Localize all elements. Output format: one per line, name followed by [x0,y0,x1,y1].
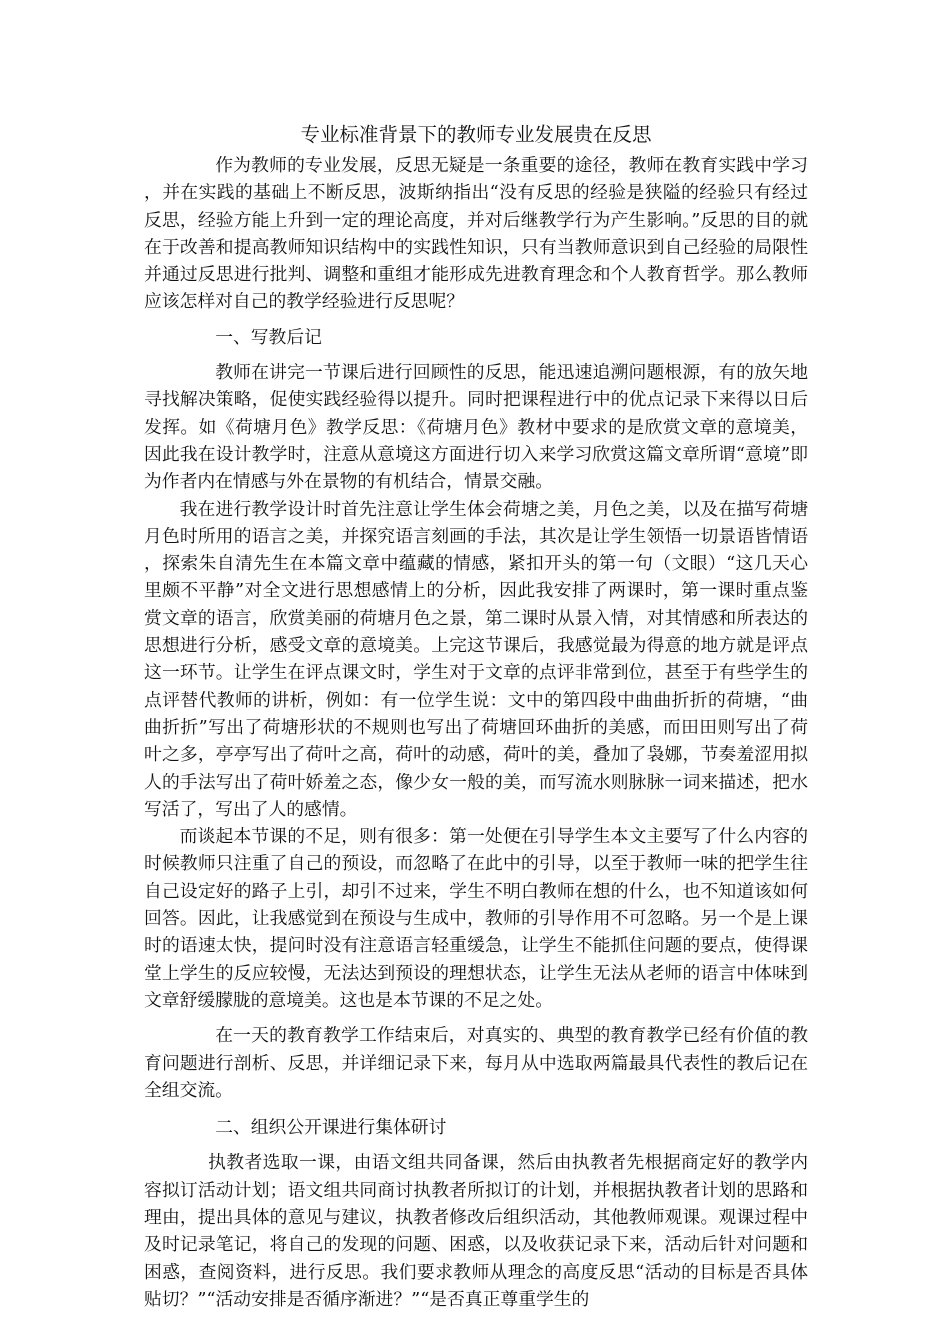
section2-paragraph-1: 执教者选取一课，由语文组共同备课，然后由执教者先根据商定好的教学内容拟订活动计划；语文组共同商讨执教者所拟订的计划，并根据执教者计划的思路和理由，提出具体的意见与建议，执教者修改后组织活动，其他教师观课。观课过程中及时记录笔记，将自己的发现的问题、困惑，以及收获记录下来，活动后针对问题和困惑，查阅资料，进行反思。我们要求教师从理念的高度反思“活动的目标是否具体贴切？”“活动安排是否循序渐进？”“是否真正尊重学生的 [144,1152,808,1310]
section1-paragraph-4: 在一天的教育教学工作结束后，对真实的、典型的教育教学已经有价值的教育问题进行剖析、反思，并详细记录下来，每月从中选取两篇最具代表性的教后记在全组交流。 [144,1025,808,1101]
document-title: 专业标准背景下的教师专业发展贵在反思 [300,123,652,146]
intro-paragraph: 作为教师的专业发展，反思无疑是一条重要的途径，教师在教育实践中学习，并在实践的基础上不断反思，波斯纳指出“没有反思的经验是狭隘的经验只有经过反思，经验方能上升到一定的理论高度，并对后继教学行为产生影响。”反思的目的就在于改善和提高教师知识结构中的实践性知识，只有当教师意识到自己经验的局限性并通过反思进行批判、调整和重组才能形成先进教育理念和个人教育哲学。那么教师应该怎样对自己的教学经验进行反思呢？ [144,155,808,313]
section1-paragraph-2: 我在进行教学设计时首先注意让学生体会荷塘之美，月色之美，以及在描写荷塘月色时所用的语言之美，并探究语言刻画的手法，其次是让学生领悟一切景语皆情语，探索朱自清先生在本篇文章中蕴藏的情感，紧扣开头的第一句（文眼）“这几天心里颇不平静”对全文进行思想感情上的分析，因此我安排了两课时，第一课时重点鉴赏文章的语言，欣赏美丽的荷塘月色之景，第二课时从景入情，对其情感和所表达的思想进行分析，感受文章的意境美。上完这节课后，我感觉最为得意的地方就是评点这一环节。让学生在评点课文时，学生对于文章的点评非常到位，甚至于有些学生的点评替代教师的讲析，例如：有一位学生说：文中的第四段中曲曲折折的荷塘，“曲曲折折”写出了荷塘形状的不规则也写出了荷塘回环曲折的美感，而田田则写出了荷叶之多，亭亭写出了荷叶之高，荷叶的动感，荷叶的美，叠加了袅娜，节奏羞涩用拟人的手法写出了荷叶娇羞之态，像少女一般的美，而写流水则脉脉一词来描述，把水写活了，写出了人的感情。 [144,498,808,820]
document-body [144,120,808,1313]
section-heading-2: 二、组织公开课进行集体研讨 [215,1117,447,1139]
section1-paragraph-1: 教师在讲完一节课后进行回顾性的反思，能迅速追溯问题根源，有的放矢地寻找解决策略，促使实践经验得以提升。同时把课程进行中的优点记录下来得以日后发挥。如《荷塘月色》教学反思：《荷塘月色》教材中要求的是欣赏文章的意境美，因此我在设计教学时，注意从意境这方面进行切入来学习欣赏这篇文章所谓“意境”即为作者内在情感与外在景物的有机结合，情景交融。 [144,362,808,493]
section-heading-1: 一、写教后记 [215,326,322,348]
section1-paragraph-3: 而谈起本节课的不足，则有很多：第一处便在引导学生本文主要写了什么内容的时候教师只注重了自己的预设，而忽略了在此中的引导，以至于教师一味的把学生往自己设定好的路子上引，却引不过来，学生不明白教师在想的什么，也不知道该如何回答。因此，让我感觉到在预设与生成中，教师的引导作用不可忽略。另一个是上课时的语速太快，提问时没有注意语言轻重缓急，让学生不能抓住问题的要点，使得课堂上学生的反应较慢，无法达到预设的理想状态，让学生无法从老师的语言中体味到文章舒缓朦胧的意境美。这也是本节课的不足之处。 [144,826,808,1011]
